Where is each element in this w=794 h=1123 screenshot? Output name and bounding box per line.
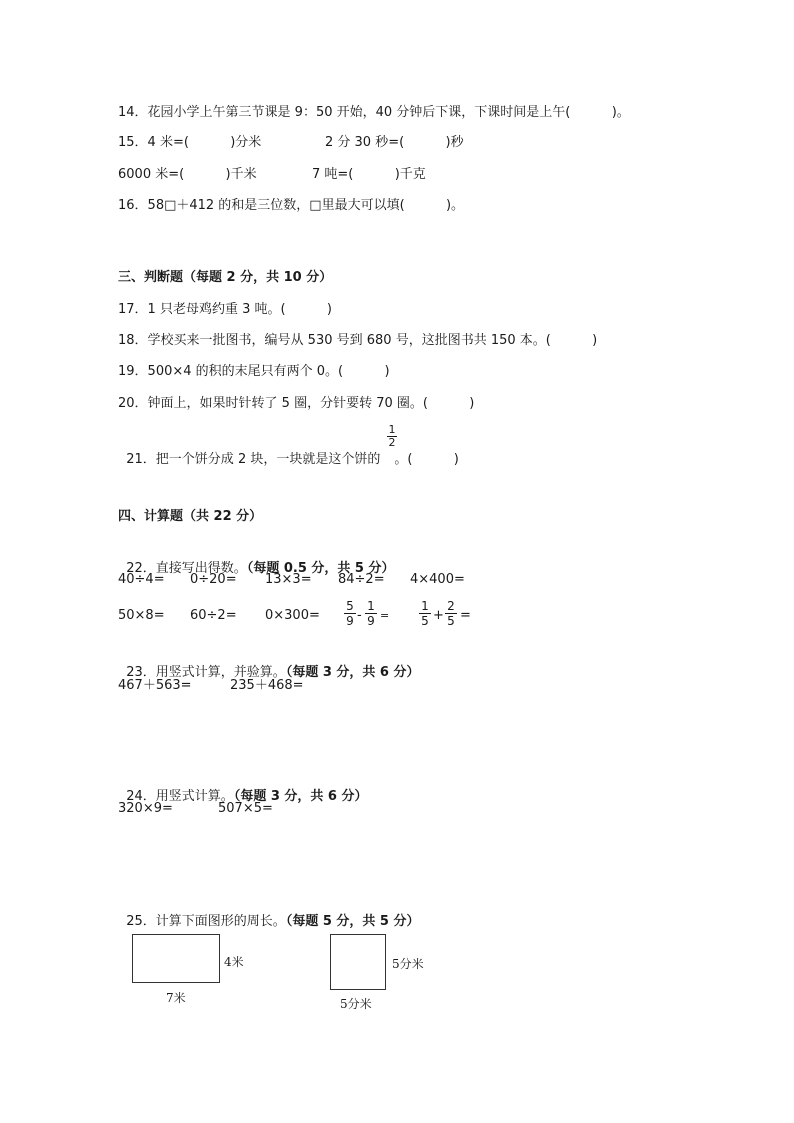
q24-item: 507×5= xyxy=(218,801,273,816)
question-15-b: 2 分 30 秒=( )秒 xyxy=(325,135,464,150)
question-21-text: 21．把一个饼分成 2 块，一块就是这个饼的 xyxy=(126,452,381,467)
q23-item: 235＋468= xyxy=(230,678,304,693)
q22-fraction: 2 5 xyxy=(444,599,458,628)
question-16: 16．58□＋412 的和是三位数，□里最大可以填( )。 xyxy=(118,198,465,213)
section-4-title: 四、计算题（共 22 分） xyxy=(118,509,263,524)
q22-item: 4×400= xyxy=(410,572,465,587)
q22-item: 40÷4= xyxy=(118,572,165,587)
q22-operator: + xyxy=(433,608,444,623)
question-20: 20．钟面上，如果时针转了 5 圈，分针要转 70 圈。( ) xyxy=(118,396,475,411)
question-18: 18．学校买来一批图书，编号从 530 号到 680 号，这批图书共 150 本。( ) xyxy=(118,333,598,348)
square-bottom-label: 5分米 xyxy=(340,997,372,1011)
q22-equals: = xyxy=(380,609,390,622)
question-25-title: 25．计算下面图形的周长。（每题 5 分，共 5 分） xyxy=(126,914,420,929)
section-3-title: 三、判断题（每题 2 分，共 10 分） xyxy=(118,270,333,285)
question-15-a: 15．4 米=( )分米 xyxy=(118,135,262,150)
q22-fraction: 5 9 xyxy=(343,599,357,628)
q22-fraction: 1 9 xyxy=(364,599,378,628)
q24-item: 320×9= xyxy=(118,801,173,816)
question-14: 14．花园小学上午第三节课是 9：50 开始，40 分钟后下课，下课时间是上午( )。 xyxy=(118,105,630,120)
question-24-title: 24．用竖式计算。（每题 3 分，共 6 分） xyxy=(126,789,368,804)
question-22-title: 22．直接写出得数。（每题 0.5 分，共 5 分） xyxy=(126,561,395,576)
question-15-d: 7 吨=( )千克 xyxy=(312,167,426,182)
question-21-tail: 。( ) xyxy=(394,452,459,467)
question-23-title: 23．用竖式计算，并验算。（每题 3 分，共 6 分） xyxy=(126,665,420,680)
q22-item: 0×300= xyxy=(265,608,320,623)
question-21 xyxy=(118,430,459,470)
rectangle-side-label: 4米 xyxy=(224,955,244,969)
question-17: 17．1 只老母鸡约重 3 吨。( ) xyxy=(118,302,332,317)
square-figure xyxy=(330,934,386,990)
q22-item: 84÷2= xyxy=(338,572,385,587)
q22-item: 50×8= xyxy=(118,608,165,623)
q22-operator: - xyxy=(357,608,362,623)
rectangle-bottom-label: 7米 xyxy=(166,991,186,1005)
square-side-label: 5分米 xyxy=(392,957,424,971)
question-15-c: 6000 米=( )千米 xyxy=(118,167,257,182)
rectangle-figure xyxy=(132,934,220,983)
q23-item: 467＋563= xyxy=(118,678,192,693)
q22-equals: = xyxy=(460,608,471,623)
question-21-fraction: 1 2 xyxy=(388,423,396,449)
q22-item: 0÷20= xyxy=(190,572,237,587)
q22-item: 13×3= xyxy=(265,572,312,587)
question-19: 19．500×4 的积的末尾只有两个 0。( ) xyxy=(118,364,390,379)
q22-item: 60÷2= xyxy=(190,608,237,623)
q22-fraction: 1 5 xyxy=(418,599,432,628)
